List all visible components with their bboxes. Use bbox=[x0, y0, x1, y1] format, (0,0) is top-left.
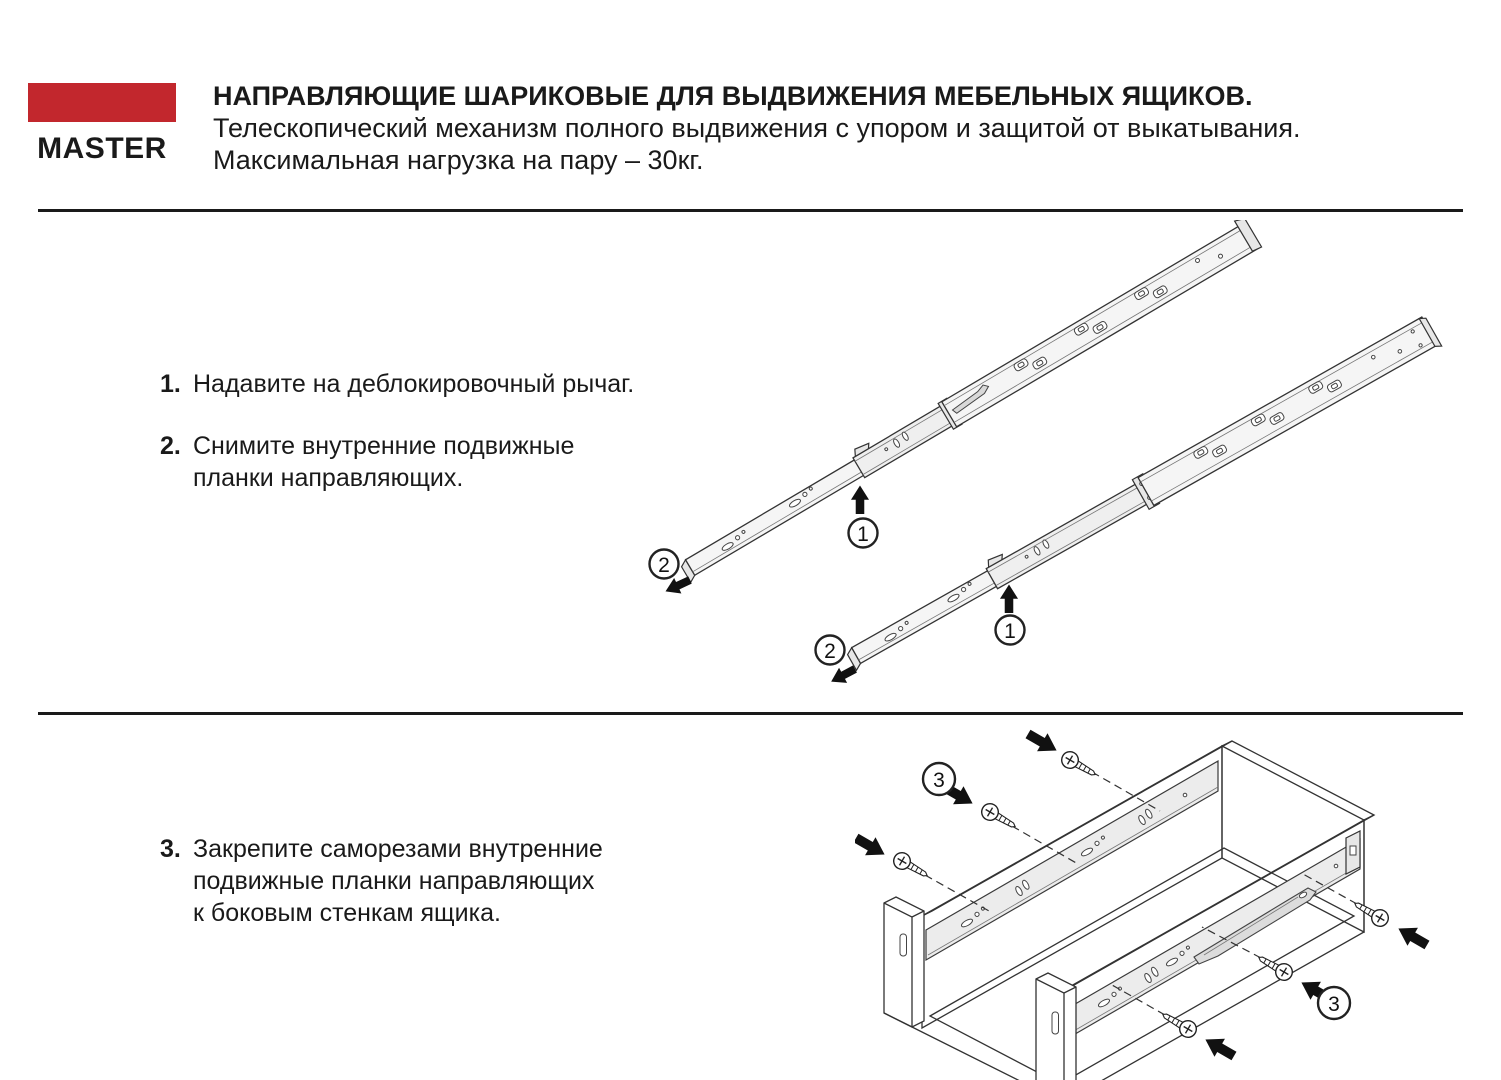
figure-drawer-illustration bbox=[855, 715, 1501, 1080]
brand-logo-mark bbox=[28, 83, 176, 122]
screw-top bbox=[1059, 749, 1100, 782]
brand-name: MASTER bbox=[37, 132, 167, 165]
header-text bbox=[213, 80, 1301, 176]
divider-top bbox=[38, 209, 1463, 212]
press-direction-arrow-1 bbox=[851, 486, 869, 515]
drive-arrow-1 bbox=[1023, 725, 1062, 760]
step-3 bbox=[160, 833, 603, 929]
step-3-number: 3. bbox=[160, 835, 181, 863]
screw-mid-right bbox=[1255, 950, 1296, 983]
page-load-note: Максимальная нагрузка на пару – 30кг. bbox=[213, 145, 704, 175]
slide-rail-1 bbox=[673, 220, 1261, 584]
step-3-text-line1: Закрепите саморезами внутренние bbox=[193, 835, 603, 863]
step-2 bbox=[160, 430, 574, 494]
step-3-text-line3: к боковым стенкам ящика. bbox=[193, 899, 501, 927]
drawer-drawing bbox=[855, 715, 1501, 1080]
step-2-text-line2: планки направляющих. bbox=[193, 464, 464, 492]
drive-arrow-3 bbox=[855, 829, 890, 864]
callout-3-left-label: 3 bbox=[933, 769, 945, 792]
callout-1-slide1-label: 1 bbox=[857, 523, 869, 546]
step-1 bbox=[160, 368, 634, 400]
press-direction-arrow-2 bbox=[1000, 585, 1018, 614]
step-3-text-line2: подвижные планки направляющих bbox=[193, 867, 595, 895]
step-2-text-line1: Снимите внутренние подвижные bbox=[193, 432, 575, 460]
screw-right bbox=[1351, 896, 1392, 929]
page-title: НАПРАВЛЯЮЩИЕ ШАРИКОВЫЕ ДЛЯ ВЫДВИЖЕНИЯ МЕБЕЛЬНЫХ ЯЩИКОВ. bbox=[213, 81, 1253, 111]
slides-drawing bbox=[600, 220, 1500, 712]
slide-rail-2 bbox=[841, 314, 1441, 676]
screw-left bbox=[891, 850, 932, 883]
callout-2-slide1-label: 2 bbox=[658, 554, 670, 577]
screw-mid-left bbox=[979, 801, 1020, 834]
step-2-number: 2. bbox=[160, 432, 181, 460]
step-1-number: 1. bbox=[160, 370, 181, 398]
drive-arrow-4 bbox=[1393, 919, 1432, 954]
step-1-text: Надавите на деблокировочный рычаг. bbox=[193, 370, 635, 398]
drive-arrow-6 bbox=[1200, 1030, 1239, 1065]
page-subtitle: Телескопический механизм полного выдвижения с упором и защитой от выкатывания. bbox=[213, 113, 1301, 143]
callout-2-slide2-label: 2 bbox=[824, 640, 836, 663]
callout-3-right-label: 3 bbox=[1328, 993, 1340, 1016]
figure-slides-illustration bbox=[600, 220, 1500, 712]
callout-1-slide2-label: 1 bbox=[1004, 620, 1016, 643]
